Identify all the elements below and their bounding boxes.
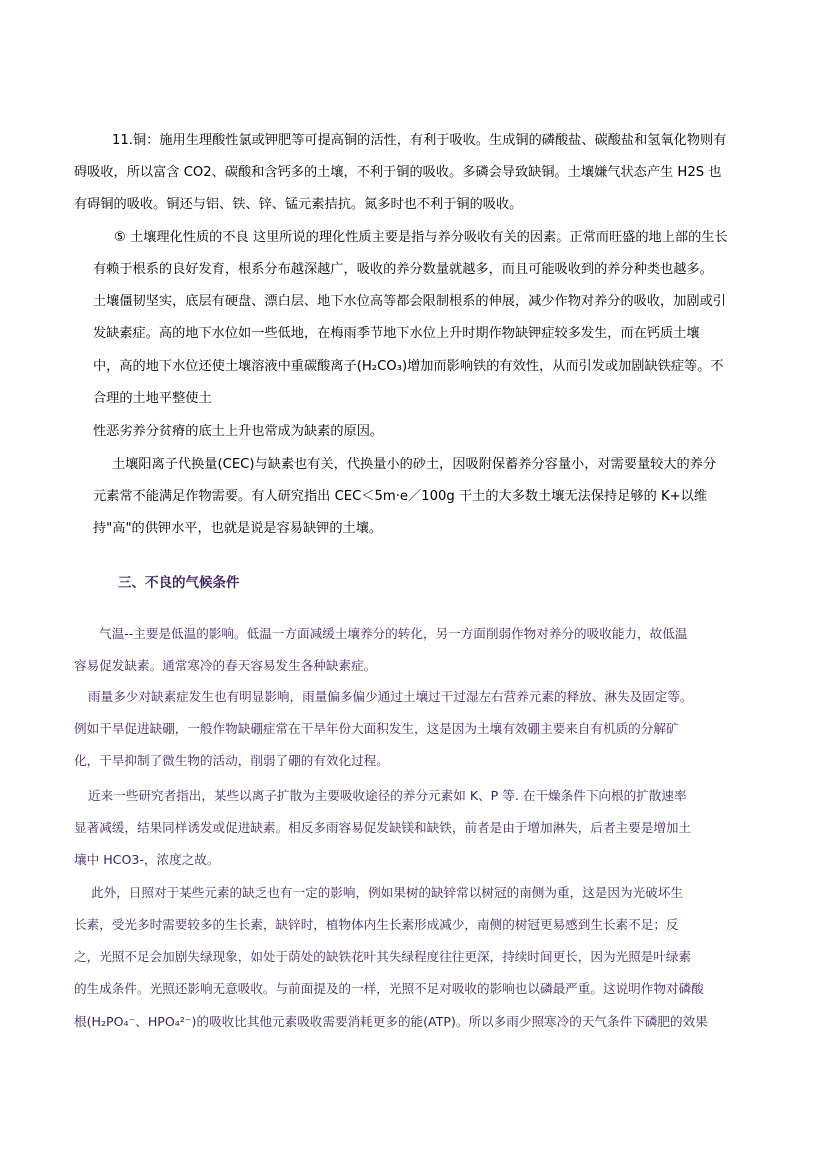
paragraph-line: 此外，日照对于某些元素的缺乏也有一定的影响，例如果树的缺锌常以树冠的南侧为重，这是因为光破坏生 xyxy=(91,885,683,900)
paragraph-line: 发缺素症。高的地下水位如一些低地，在梅雨季节地下水位上升时期作物缺钾症较多发生，而在钙质土壤 xyxy=(93,326,700,341)
paragraph-line: 近来一些研究者指出，某些以离子扩散为主要吸收途径的养分元素如 K、P 等. 在干燥条件下向根的扩散速率 xyxy=(88,788,687,803)
paragraph-line: 根(H₂PO₄⁻、HPO₄²⁻)的吸收比其他元素吸收需要消耗更多的能(ATP)。所以多雨少照寒冷的天气条件下磷肥的效果 xyxy=(74,1014,708,1029)
paragraph-line: 有赖于根系的良好发育，根系分布越深越广，吸收的养分数量就越多，而且可能吸收到的养分种类也越多。 xyxy=(93,262,713,277)
paragraph-line: 壤中 HCO3-，浓度之故。 xyxy=(74,852,220,867)
paragraph-line: 气温--主要是低温的影响。低温一方面减缓土壤养分的转化，另一方面削弱作物对养分的吸收能力，故低温 xyxy=(99,626,688,641)
paragraph-line: 性恶劣养分贫瘠的底土上升也常成为缺素的原因。 xyxy=(93,424,384,439)
paragraph-line: 容易促发缺素。通常寒冷的春天容易发生各种缺素症。 xyxy=(74,658,377,673)
paragraph-line: 化，干旱抑制了微生物的活动，削弱了硼的有效化过程。 xyxy=(74,753,389,768)
paragraph-line: 元素常不能满足作物需要。有人研究指出 CEC＜5m·e／100g 干土的大多数土壤无法保持足够的 K+以维 xyxy=(93,489,708,504)
paragraph-line: 碍吸收，所以富含 CO2、碳酸和含钙多的土壤，不利于铜的吸收。多磷会导致缺铜。土壤嫌气状态产生 H2S 也 xyxy=(74,165,722,180)
paragraph-line: 土壤僵韧坚实，底层有硬盘、漂白层、地下水位高等都会限制根系的伸展，减少作物对养分的吸收，加剧或引 xyxy=(93,294,726,309)
paragraph-line: 雨量多少对缺素症发生也有明显影响，雨量偏多偏少通过土壤过干过湿左右营养元素的释放、淋失及固定等。 xyxy=(88,689,693,704)
paragraph-line: 显著减缓，结果同样诱发或促进缺素。相反多雨容易促发缺镁和缺铁，前者是由于增加淋失，后者主要是增加土 xyxy=(74,820,692,835)
paragraph-line: 之，光照不足会加剧失绿现象，如处于荫处的缺铁花叶其失绿程度往往更深，持续时间更长，因为光照是叶绿素 xyxy=(74,949,692,964)
section-heading: 三、不良的气候条件 xyxy=(118,575,240,591)
paragraph-line: 11.铜：施用生理酸性氯或钾肥等可提高铜的活性，有利于吸收。生成铜的磷酸盐、碳酸盐和氢氧化物则有 xyxy=(112,133,727,148)
paragraph-line: 有碍铜的吸收。铜还与铝、铁、锌、锰元素拮抗。氮多时也不利于铜的吸收。 xyxy=(74,197,523,212)
paragraph-line: 中，高的地下水位还使土壤溶液中重碳酸离子(H₂CO₃)增加而影响铁的有效性，从而引发或加剧缺铁症等。不 xyxy=(93,359,724,374)
paragraph-line: 土壤阳离子代换量(CEC)与缺素也有关，代换量小的砂土，因吸附保蓄养分容量小，对需要量较大的养分 xyxy=(112,457,717,472)
paragraph-line: 例如干旱促进缺硼，一般作物缺硼症常在干旱年份大面积发生，这是因为土壤有效硼主要来自有机质的分解矿 xyxy=(74,721,679,736)
paragraph-line: 长素，受光多时需要较多的生长素，缺锌时，植物体内生长素形成减少，南侧的树冠更易感到生长素不足；反 xyxy=(74,917,679,932)
paragraph-line: 持"高"的供钾水平，也就是说是容易缺钾的土壤。 xyxy=(93,521,383,536)
paragraph-line: 合理的土地平整使土 xyxy=(93,391,212,406)
paragraph-line: 的生成条件。光照还影响无意吸收。与前面提及的一样，光照不足对吸收的影响也以磷最严重。这说明作物对磷酸 xyxy=(74,981,704,996)
paragraph-line: ⑤ 土壤理化性质的不良 这里所说的理化性质主要是指与养分吸收有关的因素。正常而旺盛的地上部的生长 xyxy=(114,230,728,245)
